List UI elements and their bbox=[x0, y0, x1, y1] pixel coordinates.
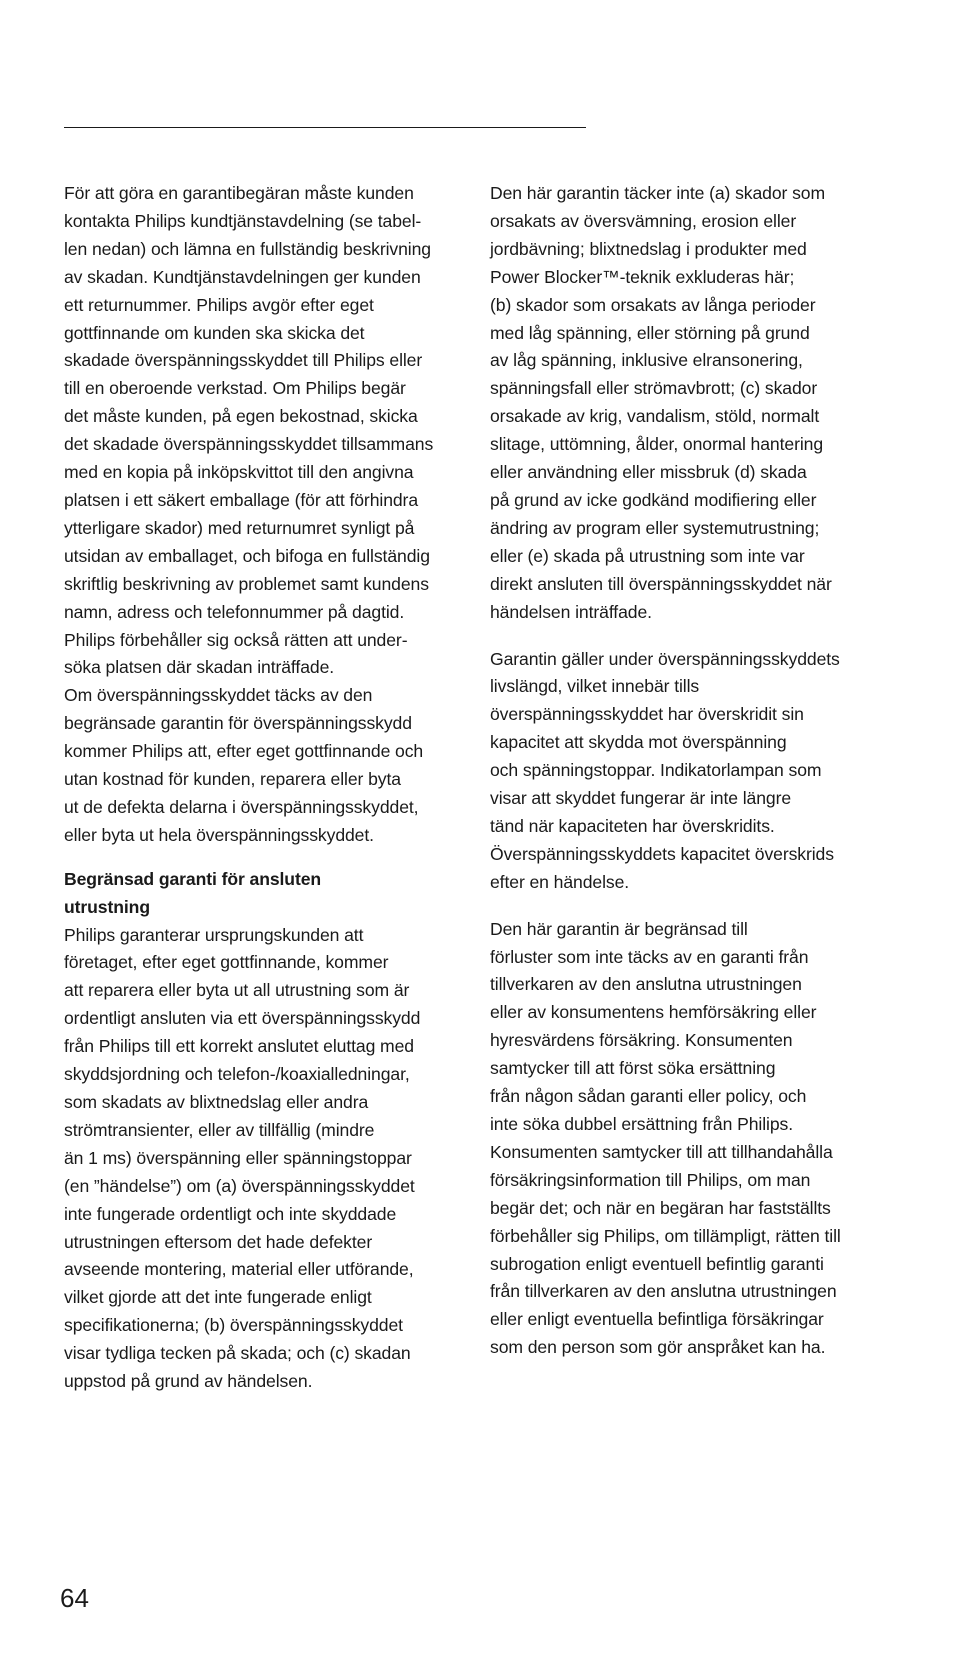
text-line: kontakta Philips kundtjänstavdelning (se tabel- bbox=[64, 210, 422, 231]
text-line: (en ”händelse”) om (a) överspänningsskyddet bbox=[64, 1175, 415, 1196]
text-line: företaget, efter eget gottfinnande, kommer bbox=[64, 952, 389, 973]
text-line: ett returnummer. Philips avgör efter eget bbox=[64, 294, 374, 315]
text-line: jordbävning; blixtnedslag i produkter med bbox=[490, 238, 807, 259]
text-line: Om överspänningsskyddet täcks av den bbox=[64, 685, 373, 706]
text-line: efter en händelse. bbox=[490, 871, 630, 892]
lifetime-paragraph bbox=[490, 646, 902, 897]
text-line: specifikationerna; (b) överspänningsskyddet bbox=[64, 1315, 403, 1336]
text-line: ut de defekta delarna i överspänningsskyddet, bbox=[64, 796, 419, 817]
text-line: Begränsad garanti för ansluten bbox=[64, 868, 322, 889]
text-line: skadade överspänningsskyddet till Philips eller bbox=[64, 350, 423, 371]
text-line: tänd när kapaciteten har överskridits. bbox=[490, 815, 775, 836]
text-line: begär det; och när en begäran har fastställts bbox=[490, 1197, 831, 1218]
text-line: eller användning eller missbruk (d) skada bbox=[490, 462, 807, 483]
text-line: att reparera eller byta ut all utrustning som är bbox=[64, 980, 410, 1001]
text-line: Philips garanterar ursprungskunden att bbox=[64, 924, 364, 945]
text-line: som skadats av blixtnedslag eller andra bbox=[64, 1092, 369, 1112]
text-line: inte söka dubbel ersättning från Philips. bbox=[490, 1114, 794, 1134]
text-line: än 1 ms) överspänning eller spänningstoppar bbox=[64, 1147, 412, 1168]
text-line: utsidan av emballaget, och bifoga en fullständig bbox=[64, 545, 430, 566]
text-line: från Philips till ett korrekt anslutet eluttag med bbox=[64, 1036, 414, 1057]
text-line: Garantin gäller under överspänningsskyddets bbox=[490, 648, 840, 669]
text-line: Konsumenten samtycker till att tillhandahålla bbox=[490, 1141, 833, 1162]
text-line: förluster som inte täcks av en garanti från bbox=[490, 946, 809, 967]
text-line: kommer Philips att, efter eget gottfinnande och bbox=[64, 741, 424, 762]
text-line: Power Blocker™-teknik exkluderas här; bbox=[490, 266, 795, 287]
claim-procedure-paragraph bbox=[64, 180, 476, 682]
text-line: len nedan) och lämna en fullständig beskrivning bbox=[64, 238, 431, 259]
text-line: vilket gjorde att det inte fungerade enligt bbox=[64, 1287, 372, 1308]
text-line: eller (e) skada på utrustning som inte var bbox=[490, 545, 805, 566]
exclusions-paragraph bbox=[490, 180, 902, 627]
text-line: som den person som gör anspråket kan ha. bbox=[490, 1337, 826, 1358]
text-line: överspänningsskyddet har överskridit sin bbox=[490, 704, 804, 725]
text-line: förbehåller sig Philips, om tillämpligt, rätten till bbox=[490, 1225, 841, 1246]
text-line: av skadan. Kundtjänstavdelningen ger kunden bbox=[64, 266, 421, 287]
text-line: det måste kunden, på egen bekostnad, skicka bbox=[64, 406, 418, 427]
top-horizontal-rule bbox=[64, 127, 586, 128]
limitation-paragraph bbox=[490, 916, 902, 1363]
text-line: ytterligare skador) med returnumret synligt på bbox=[64, 517, 415, 538]
text-line: (b) skador som orsakats av långa perioder bbox=[490, 294, 816, 315]
text-line: samtycker till att först söka ersättning bbox=[490, 1058, 776, 1079]
text-line: avseende montering, material eller utförande, bbox=[64, 1259, 414, 1280]
text-line: livslängd, vilket innebär tills bbox=[490, 676, 700, 697]
text-line: med låg spänning, eller störning på grund bbox=[490, 322, 810, 343]
text-line: visar tydliga tecken på skada; och (c) skadan bbox=[64, 1343, 411, 1364]
text-line: För att göra en garantibegäran måste kunden bbox=[64, 183, 414, 203]
text-line: platsen i ett säkert emballage (för att förhindra bbox=[64, 489, 419, 510]
text-line: med en kopia på inköpskvittot till den angivna bbox=[64, 462, 414, 483]
text-line: Den här garantin täcker inte (a) skador som bbox=[490, 183, 826, 203]
left-column bbox=[64, 180, 476, 1396]
text-line: orsakade av krig, vandalism, stöld, normalt bbox=[490, 406, 820, 427]
text-line: uppstod på grund av händelsen. bbox=[64, 1371, 313, 1392]
connected-equipment-paragraph bbox=[64, 922, 476, 1396]
text-line: från tillverkaren av den anslutna utrustningen bbox=[490, 1281, 837, 1302]
text-line: eller av konsumentens hemförsäkring eller bbox=[490, 1002, 817, 1023]
text-line: Den här garantin är begränsad till bbox=[490, 918, 748, 939]
text-line: Philips förbehåller sig också rätten att under- bbox=[64, 629, 408, 650]
text-line: eller byta ut hela överspänningsskyddet. bbox=[64, 824, 374, 845]
text-line: ordentligt ansluten via ett överspänningsskydd bbox=[64, 1008, 421, 1029]
text-line: söka platsen där skadan inträffade. bbox=[64, 657, 335, 678]
coverage-paragraph bbox=[64, 682, 476, 849]
text-line: namn, adress och telefonnummer på dagtid. bbox=[64, 601, 405, 622]
text-line: skriftlig beskrivning av problemet samt kundens bbox=[64, 573, 429, 594]
text-line: direkt ansluten till överspänningsskyddet när bbox=[490, 573, 832, 594]
text-line: från någon sådan garanti eller policy, och bbox=[490, 1086, 807, 1107]
text-line: subrogation enligt eventuell befintlig garanti bbox=[490, 1253, 824, 1274]
text-line: händelsen inträffade. bbox=[490, 601, 652, 622]
text-line: inte fungerade ordentligt och inte skyddade bbox=[64, 1203, 397, 1224]
text-line: ändring av program eller systemutrustning; bbox=[490, 517, 820, 538]
text-line: eller enligt eventuella befintliga försäkringar bbox=[490, 1309, 824, 1330]
text-line: slitage, uttömning, ålder, onormal hantering bbox=[490, 434, 824, 455]
text-line: orsakats av översvämning, erosion eller bbox=[490, 210, 797, 231]
text-line: det skadade överspänningsskyddet tillsammans bbox=[64, 434, 434, 455]
text-line: försäkringsinformation till Philips, om man bbox=[490, 1169, 811, 1190]
page-number: 64 bbox=[60, 1583, 89, 1613]
section-heading bbox=[64, 866, 476, 922]
right-column bbox=[490, 180, 902, 1362]
text-line: spänningsfall eller strömavbrott; (c) skador bbox=[490, 378, 818, 399]
text-line: till en oberoende verkstad. Om Philips begär bbox=[64, 378, 406, 399]
text-line: gottfinnande om kunden ska skicka det bbox=[64, 322, 365, 343]
text-line: Överspänningsskyddets kapacitet överskrids bbox=[490, 843, 834, 864]
text-line: strömtransienter, eller av tillfällig (mindre bbox=[64, 1119, 375, 1140]
text-line: begränsade garantin för överspänningsskydd bbox=[64, 713, 412, 734]
text-line: på grund av icke godkänd modifiering eller bbox=[490, 489, 817, 510]
text-line: skyddsjordning och telefon-/koaxialledningar, bbox=[64, 1064, 410, 1085]
text-line: hyresvärdens försäkring. Konsumenten bbox=[490, 1030, 793, 1051]
text-line: visar att skyddet fungerar är inte längre bbox=[490, 788, 792, 809]
text-line: utrustningen eftersom det hade defekter bbox=[64, 1231, 373, 1252]
text-line: utan kostnad för kunden, reparera eller byta bbox=[64, 769, 401, 790]
text-line: tillverkaren av den anslutna utrustningen bbox=[490, 974, 802, 995]
text-line: av låg spänning, inklusive elransonering, bbox=[490, 350, 803, 371]
text-line: och spänningstoppar. Indikatorlampan som bbox=[490, 760, 822, 781]
text-line: kapacitet att skydda mot överspänning bbox=[490, 732, 787, 753]
text-line: utrustning bbox=[64, 896, 150, 917]
